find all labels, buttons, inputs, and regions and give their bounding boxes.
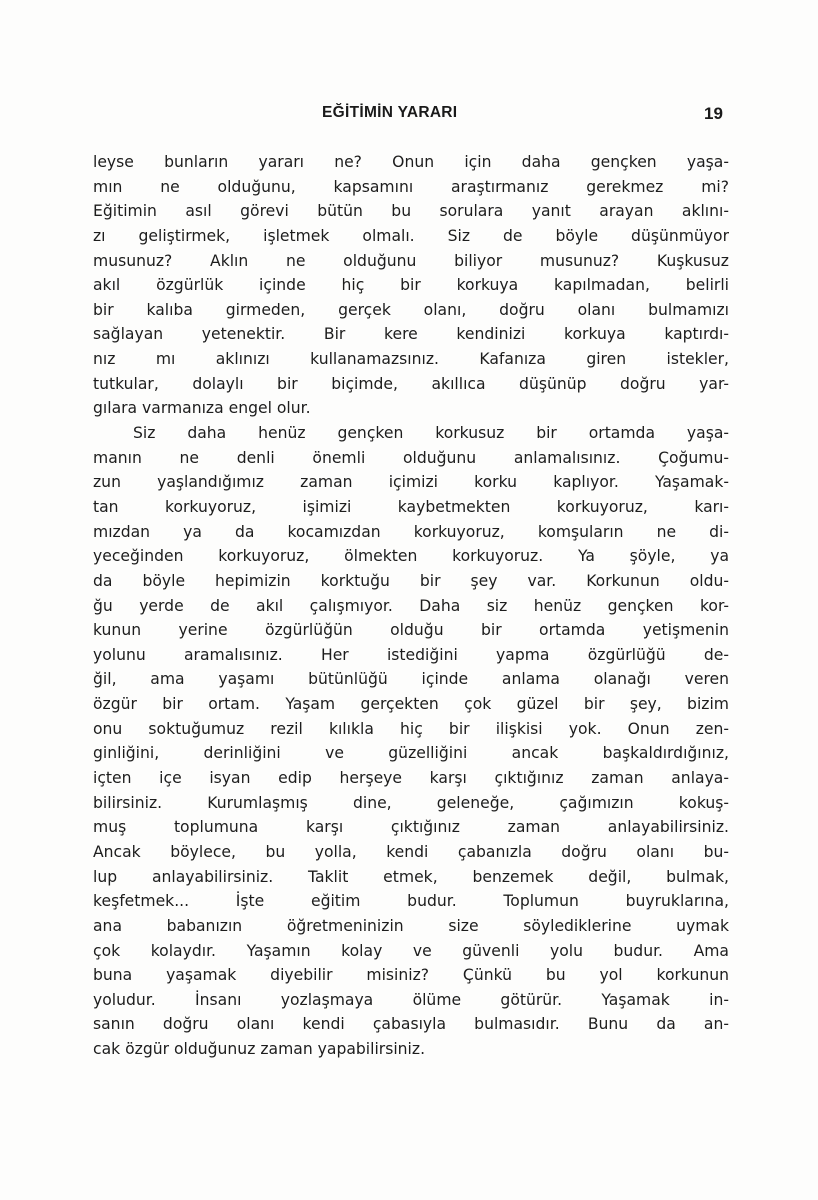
text-line: keşfetmek... İşte eğitim budur. Toplumun buyruklarına,: [93, 892, 729, 911]
page-number: 19: [704, 104, 723, 123]
text-line: gılara varmanıza engel olur.: [93, 399, 311, 418]
text-line: Eğitimin asıl görevi bütün bu sorulara yanıt arayan aklını-: [93, 202, 729, 221]
text-line: ana babanızın öğretmeninizin size söylediklerine uymak: [93, 916, 729, 935]
text-line: ginliğini, derinliğini ve güzelliğini ancak başkaldırdığınız,: [93, 744, 729, 763]
text-line: çok kolaydır. Yaşamın kolay ve güvenli yolu budur. Ama: [93, 941, 729, 960]
text-line: zun yaşlandığımız zaman içimizi korku kaplıyor. Yaşamak-: [93, 473, 729, 492]
text-line: kunun yerine özgürlüğün olduğu bir ortamda yetişmenin: [93, 621, 729, 640]
text-line: sanın doğru olanı kendi çabasıyla bulmasıdır. Bunu da an-: [93, 1015, 729, 1034]
text-line: mın ne olduğunu, kapsamını araştırmanız gerekmez mi?: [93, 177, 729, 196]
running-title: EĞİTİMİN YARARI: [322, 104, 458, 121]
text-line: bilirsiniz. Kurumlaşmış dine, geleneğe, çağımızın kokuş-: [93, 793, 729, 812]
text-line: zı geliştirmek, işletmek olmalı. Siz de böyle düşünmüyor: [93, 226, 729, 245]
text-line: Siz daha henüz gençken korkusuz bir ortamda yaşa-: [133, 424, 729, 443]
text-line: manın ne denli önemli olduğunu anlamalısınız. Çoğumu-: [93, 448, 729, 467]
text-line: ğu yerde de akıl çalışmıyor. Daha siz henüz gençken kor-: [93, 596, 729, 615]
text-line: lup anlayabilirsiniz. Taklit etmek, benzemek değil, bulmak,: [93, 867, 729, 886]
body-text: [93, 150, 729, 1062]
text-line: sağlayan yetenektir. Bir kere kendinizi korkuya kaptırdı-: [93, 325, 729, 344]
text-line: muş toplumuna karşı çıktığınız zaman anlayabilirsiniz.: [93, 818, 729, 837]
text-line: musunuz? Aklın ne olduğunu biliyor musunuz? Kuşkusuz: [93, 251, 729, 270]
text-line: içten içe isyan edip herşeye karşı çıktığınız zaman anlaya-: [93, 769, 729, 788]
text-line: özgür bir ortam. Yaşam gerçekten çok güzel bir şey, bizim: [93, 695, 729, 714]
text-line: buna yaşamak diyebilir misiniz? Çünkü bu yol korkunun: [93, 966, 729, 985]
text-line: onu soktuğumuz rezil kılıkla hiç bir ilişkisi yok. Onun zen-: [93, 719, 729, 738]
text-line: tutkular, dolaylı bir biçimde, akıllıca düşünüp doğru yar-: [93, 374, 729, 393]
text-line: nız mı aklınızı kullanamazsınız. Kafanıza giren istekler,: [93, 350, 729, 369]
text-line: Ancak böylece, bu yolla, kendi çabanızla doğru olanı bu-: [93, 842, 729, 861]
text-line: bir kalıba girmeden, gerçek olanı, doğru olanı bulmamızı: [93, 300, 729, 319]
text-line: tan korkuyoruz, işimizi kaybetmekten korkuyoruz, karı-: [93, 497, 729, 516]
text-line: yoludur. İnsanı yozlaşmaya ölüme götürür. Yaşamak in-: [93, 990, 729, 1009]
text-line: akıl özgürlük içinde hiç bir korkuya kapılmadan, belirli: [93, 276, 729, 295]
text-line: da böyle hepimizin korktuğu bir şey var. Korkunun oldu-: [93, 571, 729, 590]
text-line: mızdan ya da kocamızdan korkuyoruz, komşuların ne di-: [93, 522, 729, 541]
text-line: yeceğinden korkuyoruz, ölmekten korkuyoruz. Ya şöyle, ya: [93, 547, 729, 566]
text-line: cak özgür olduğunuz zaman yapabilirsiniz.: [93, 1040, 426, 1059]
text-line: yolunu aramalısınız. Her istediğini yapma özgürlüğü de-: [93, 645, 729, 664]
text-line: ğil, ama yaşamı bütünlüğü içinde anlama olanağı veren: [93, 670, 729, 689]
text-line: leyse bunların yararı ne? Onun için daha gençken yaşa-: [93, 153, 729, 171]
